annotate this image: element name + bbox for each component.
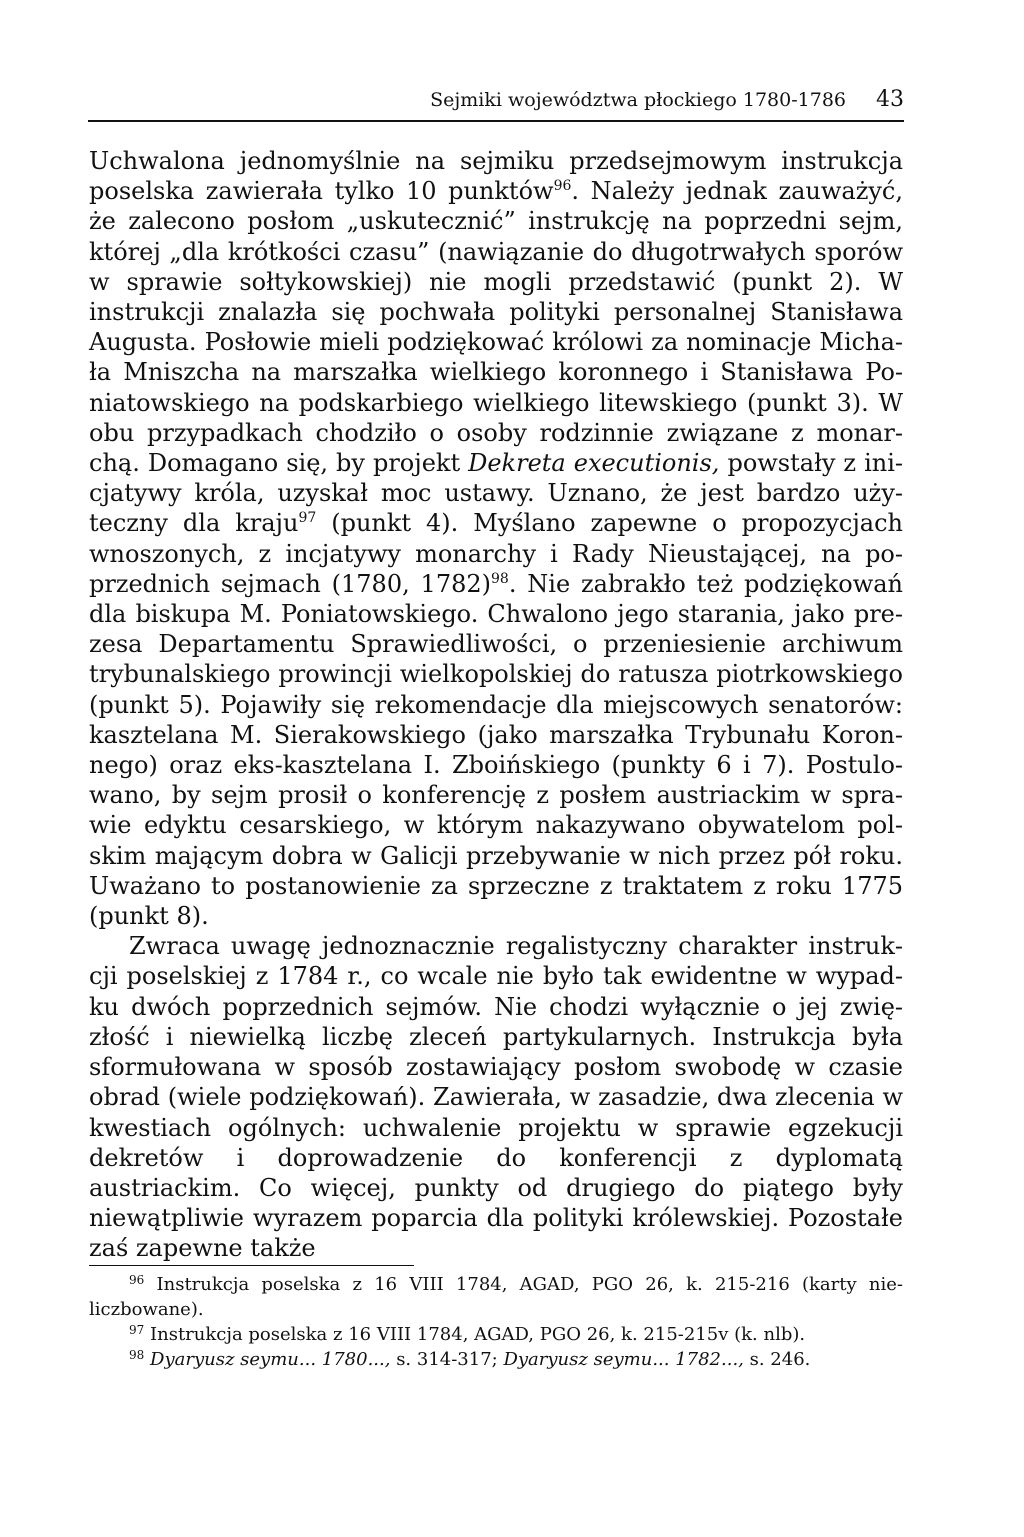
footnote-ref-97: 97 xyxy=(298,510,317,527)
text-run: . Nie zabrakło też podziękowań dla biskupa M. Poniatowskiego. Chwalono jego starania, jako prezesa Departamentu Sprawiedliwości, o przeniesienie archiwum trybunalskiego prowincji wielkopolskiej do ratusza piotrkowskiego (punkt 5). Pojawiły się rekomendacje dla miejscowych senatorów: kasztelana M. Sierakowskiego (jako marszałka Trybunału Koronnego) oraz eks-kasztelana I. Zboińskiego (punkty 6 i 7). Postulowano, by sejm prosił o konferencję z posłem austriackim w sprawie edyktu cesarskiego, w którym nakazywano obywatelom polskim mającym dobra w Galicji przebywanie w nich przez pół roku. Uważano to postanowienie za sprzeczne z traktatem z roku 1775 (punkt 8). xyxy=(89,569,904,931)
text-run: . Należy jednak zauważyć, że zalecono posłom „uskutecznić” instrukcję na poprzedni sejm, której „dla krótkości czasu” (nawiązanie do długotrwałych sporów w sprawie sołtykowskiej) nie mogli przedstawić (punkt 2). W instrukcji znalazła się pochwała polityki personalnej Stanisława Augusta. Posłowie mieli podziękować królowi za nominacje Michała Mniszcha na marszałka wielkiego koronnego i Stanisława Poniatowskiego na podskarbiego wielkiego litewskiego (punkt 3). W obu przypadkach chodziło o osoby rodzinnie związane z monarchą. Domagano się, by projekt xyxy=(89,177,903,478)
footnote-97 xyxy=(89,1322,903,1347)
footnote-italic: Dyaryusz seymu... 1780..., xyxy=(150,1349,391,1370)
footnotes xyxy=(89,1272,903,1372)
text-run: powstały z inicjatywy króla, uzyskał moc ustawy. Uznano, że jest bardzo użyteczny dla kraju xyxy=(89,449,904,538)
footnote-italic: Dyaryusz seymu... 1782..., xyxy=(503,1349,744,1370)
footnote-text: s. 246. xyxy=(743,1349,811,1370)
italic-title: Dekreta executionis, xyxy=(468,449,720,478)
header-rule xyxy=(88,120,904,122)
footnote-ref-98: 98 xyxy=(491,570,509,587)
footnote-text: s. 314-317; xyxy=(390,1349,504,1370)
paragraph-1 xyxy=(89,146,903,931)
text-run: Uchwalona jednomyślnie na sejmiku przedsejmowym instrukcja poselska zawierała tylko 10 punktów xyxy=(89,147,903,206)
footnote-96 xyxy=(89,1272,903,1322)
footnote-text: Instrukcja poselska z 16 VIII 1784, AGAD, PGO 26, k. 215-216 (karty nieliczbowane). xyxy=(89,1274,903,1320)
footnote-number: 98 xyxy=(129,1348,145,1362)
paragraph-2: Zwraca uwagę jednoznacznie regalistyczny charakter instrukcji poselskiej z 1784 r., co wcale nie było tak ewidentne w wypadku dwóch poprzednich sejmów. Nie chodzi wyłącznie o jej zwięzłość i niewielką liczbę zleceń partykularnych. Instrukcja była sformułowana w sposób zostawiający posłom swobodę w czasie obrad (wiele podziękowań). Zawierała, w zasadzie, dwa zlecenia w kwestiach ogólnych: uchwalenie projektu w sprawie egzekucji dekretów i doprowadzenie do konferencji z dyplomatą austriackim. Co więcej, punkty od drugiego do piątego były niewątpliwie wyrazem poparcia dla polityki królewskiej. Pozostałe zaś zapewne także xyxy=(89,932,903,1263)
footnote-number: 96 xyxy=(129,1273,145,1287)
footnote-number: 97 xyxy=(129,1323,145,1337)
running-header xyxy=(88,88,904,112)
footnote-ref-96: 96 xyxy=(553,178,572,195)
main-text xyxy=(89,146,903,1264)
running-title: Sejmiki województwa płockiego 1780-1786 xyxy=(430,89,846,111)
footnote-rule xyxy=(89,1265,414,1266)
text-run: (punkt 4). Myślano zapewne o propozycjach wnoszonych, z incjatywy monarchy i Rady Nieustającej, na poprzednich sejmach (1780, 1782) xyxy=(89,509,903,598)
footnote-text: Instrukcja poselska z 16 VIII 1784, AGAD, PGO 26, k. 215-215v (k. nlb). xyxy=(144,1324,806,1345)
page-number: 43 xyxy=(876,87,904,112)
footnote-98 xyxy=(89,1347,903,1372)
